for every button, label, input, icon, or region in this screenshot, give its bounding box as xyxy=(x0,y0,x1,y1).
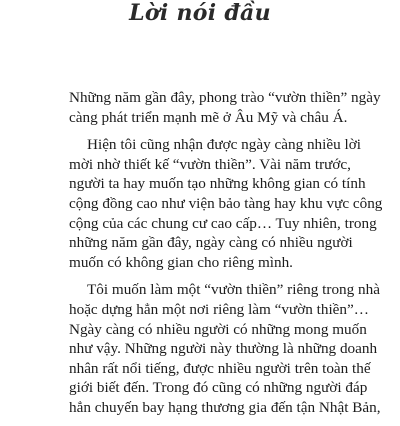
text-line: người ta hay muốn tạo những không gian có tính xyxy=(69,175,366,193)
text-line: như vậy. Những người này thường là những doanh xyxy=(69,340,378,358)
text-line: cộng đồng cao như viện bảo tàng hay khu vực công xyxy=(69,194,383,212)
text-line: Tôi muốn làm một “vườn thiền” riêng trong nhà xyxy=(87,281,380,299)
text-line: Hiện tôi cũng nhận được ngày càng nhiều lời xyxy=(87,136,361,154)
text-line: những năm gần đây, ngày càng có nhiều người xyxy=(69,234,353,252)
chapter-title: Lời nói đầu xyxy=(129,0,271,26)
text-line: giới biết đến. Trong đó cũng có những người đáp xyxy=(69,379,368,397)
text-line: càng phát triển mạnh mẽ ở Âu Mỹ và châu Á. xyxy=(69,108,348,126)
paragraph-1 xyxy=(69,88,381,127)
text-line: mời nhờ thiết kế “vườn thiền”. Vài năm trước, xyxy=(69,155,351,173)
text-line: muốn có không gian cho riêng mình. xyxy=(69,253,293,271)
text-line: nhân rất nổi tiếng, được nhiều người trên toàn thế xyxy=(69,359,371,377)
text-line: hẳn chuyến bay hạng thương gia đến tận Nhật Bản, xyxy=(69,398,381,416)
paragraph-2 xyxy=(69,135,383,272)
paragraph-3 xyxy=(69,280,381,417)
text-line: Những năm gần đây, phong trào “vườn thiền” ngày xyxy=(69,89,381,106)
body-text xyxy=(69,88,383,426)
text-line: hoặc dựng hẳn một nơi riêng làm “vườn thiền”… xyxy=(69,300,369,318)
text-line: cộng của các chung cư cao cấp… Tuy nhiên, trong xyxy=(69,214,377,232)
text-line: Ngày càng có nhiều người có những mong muốn xyxy=(69,320,367,338)
